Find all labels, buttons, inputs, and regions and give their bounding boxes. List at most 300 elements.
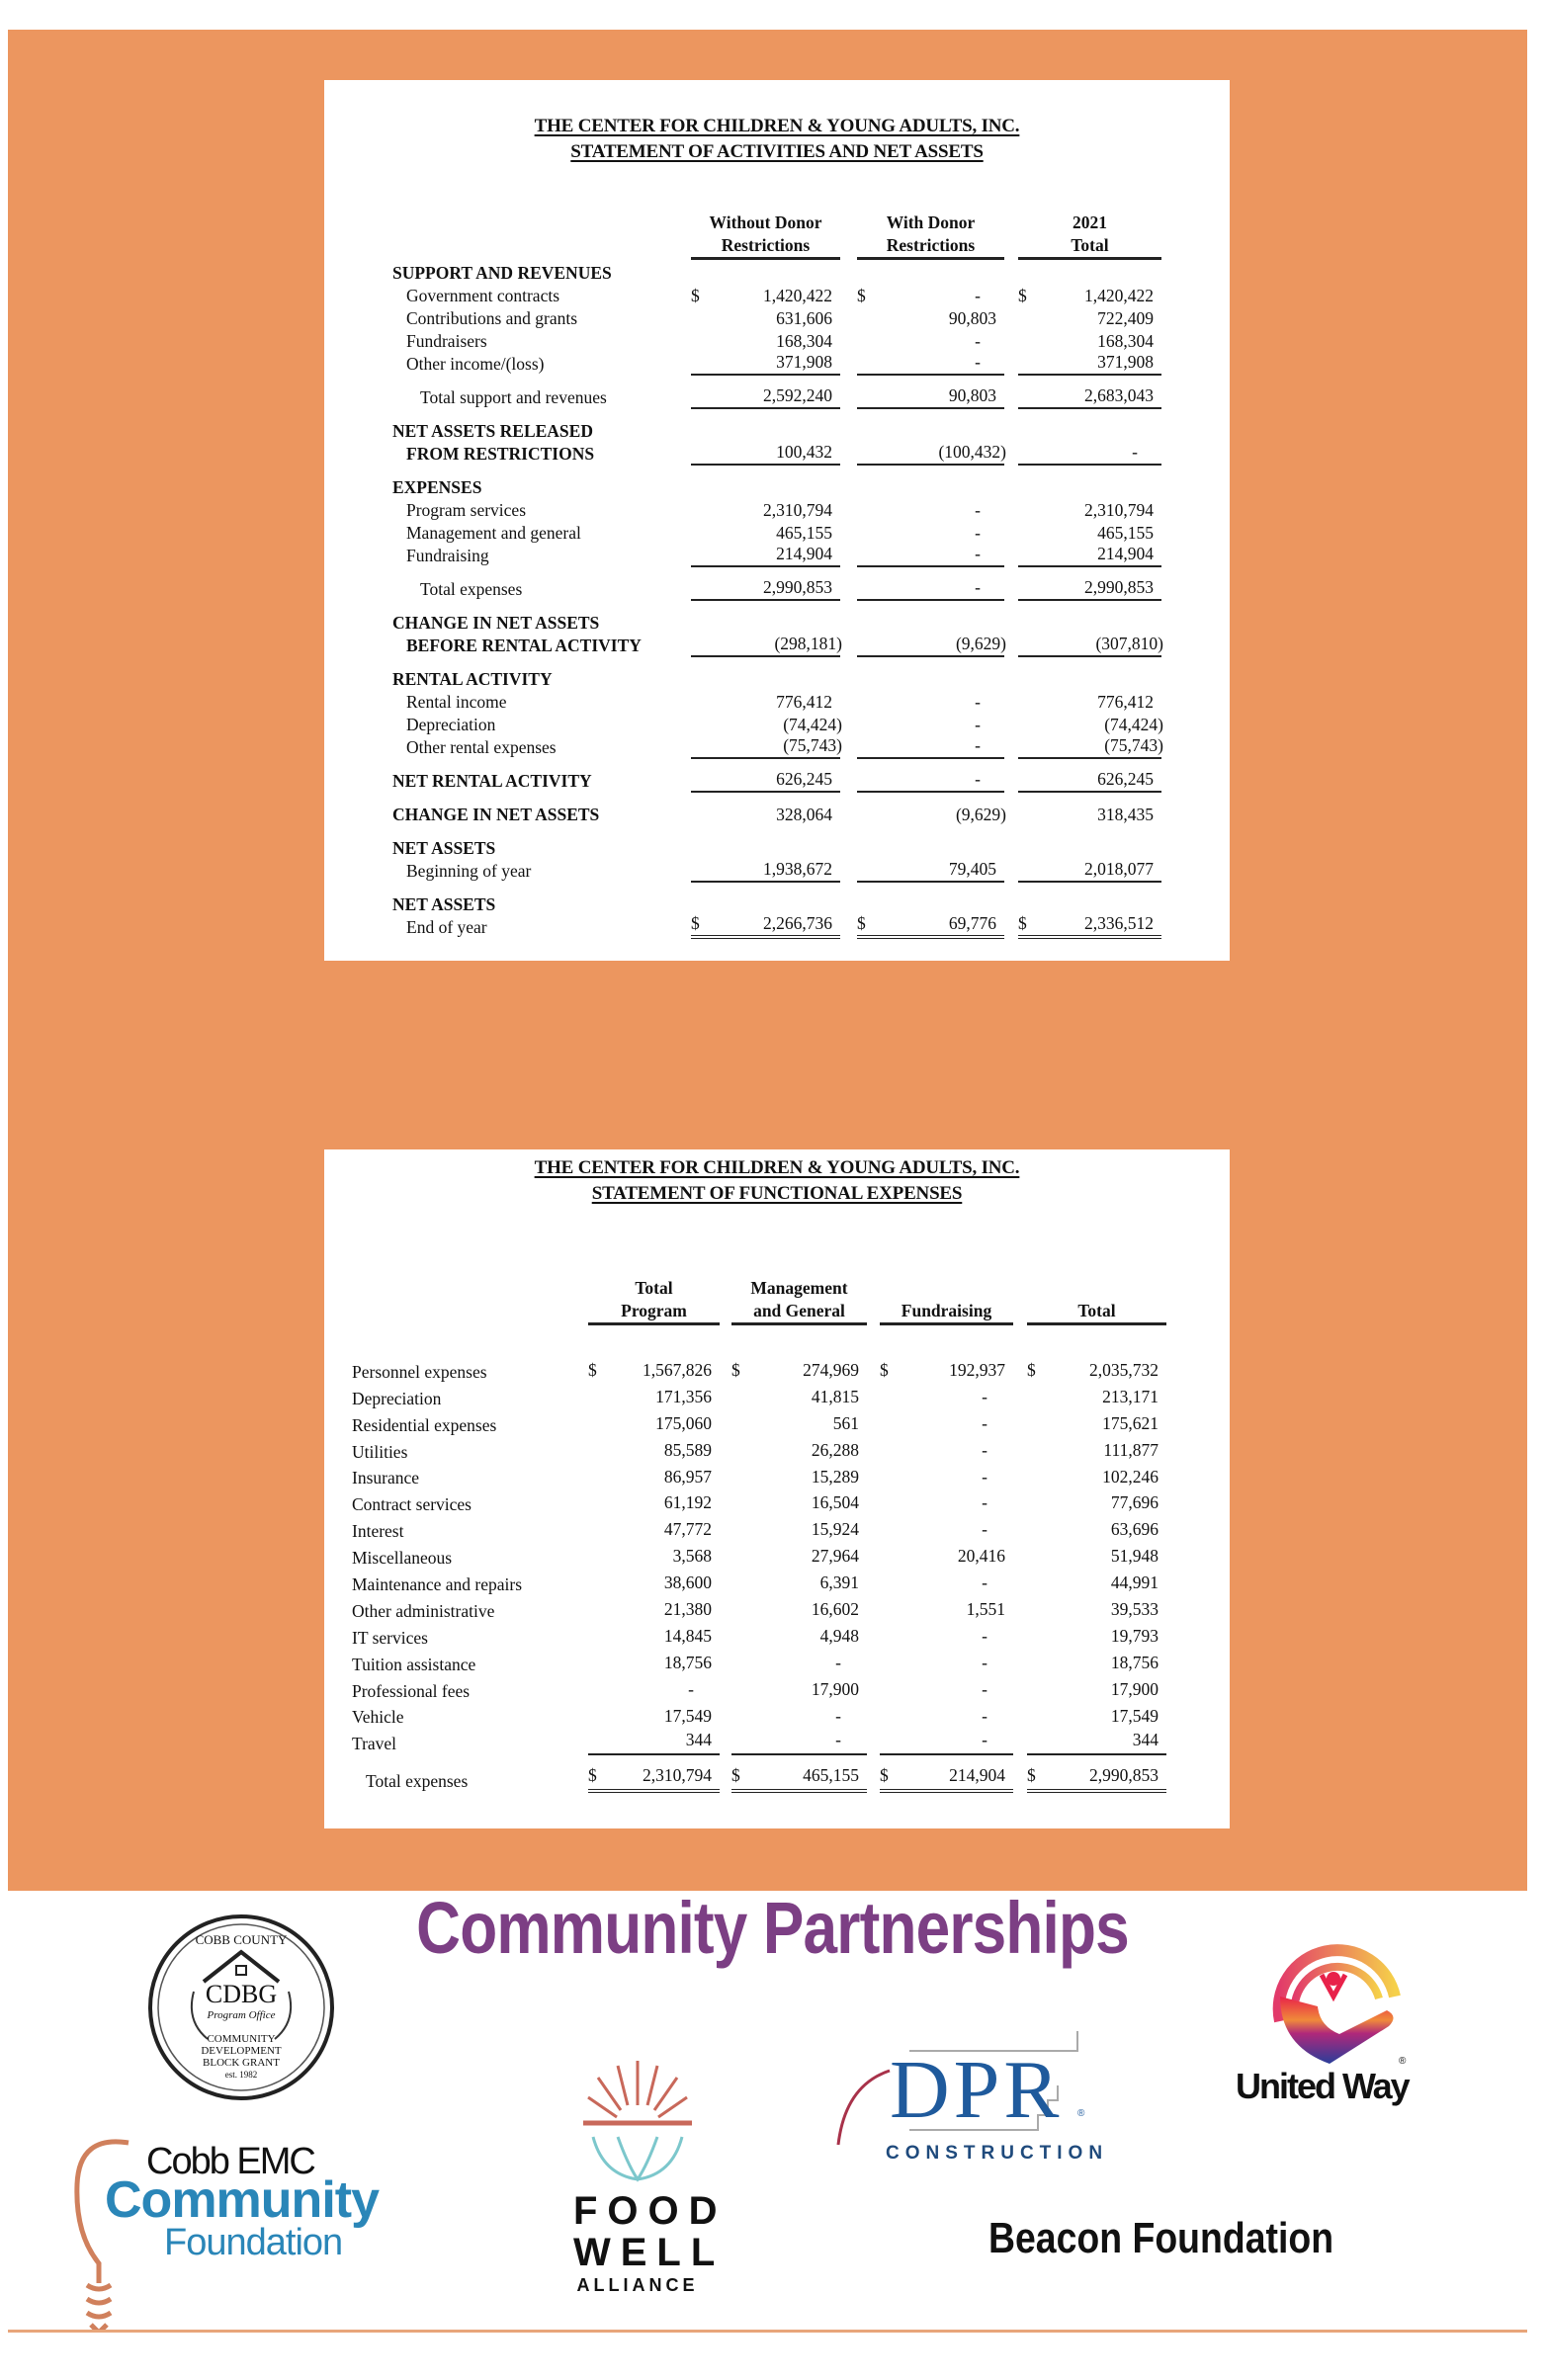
value-cell: [880, 1596, 1013, 1623]
value-cell: [1018, 635, 1161, 657]
value-cell: [588, 1543, 720, 1570]
cell-value: 20,416: [957, 1546, 1005, 1567]
value-cell: [1027, 1676, 1166, 1703]
cell-value: (75,743): [783, 735, 842, 755]
row-label: Contract services: [352, 1494, 472, 1515]
row-label: Total expenses: [420, 579, 523, 599]
table-row: [352, 1650, 1166, 1676]
value-cell: [1018, 330, 1161, 353]
cell-value: 111,877: [1103, 1439, 1159, 1460]
table-row: [392, 837, 1161, 860]
statement-of-functional-expenses: [324, 1149, 1230, 1828]
cell-value: 16,504: [811, 1492, 859, 1513]
cell-value: 722,409: [1097, 308, 1154, 328]
value-cell: [857, 285, 1004, 307]
value-cell: [1027, 1516, 1166, 1543]
value-cell: [880, 1676, 1013, 1703]
cell-value: 4,948: [819, 1625, 859, 1646]
cell-value: 2,990,853: [763, 577, 832, 597]
cell-value: 465,155: [776, 523, 832, 543]
cell-value: 44,991: [1110, 1572, 1159, 1593]
column-headers: [352, 1276, 1166, 1325]
row-label: Utilities: [352, 1441, 408, 1462]
row-label: Maintenance and repairs: [352, 1574, 523, 1595]
value-cell: [880, 1437, 1013, 1464]
cell-value: -: [982, 1705, 987, 1726]
value-cell: [880, 1650, 1013, 1676]
row-label: Fundraising: [406, 546, 489, 565]
activities-table: [392, 214, 1161, 939]
food-well-line2: WELL: [573, 2231, 726, 2274]
cell-value: 1,938,672: [763, 859, 832, 879]
value-cell: [857, 522, 1004, 545]
cell-value: 63,696: [1110, 1519, 1159, 1540]
row-label: Total expenses: [366, 1771, 469, 1792]
value-cell: [731, 1384, 867, 1410]
value-cell: [857, 635, 1004, 657]
value-cell: [691, 714, 840, 736]
table-row: [352, 1729, 1166, 1755]
row-label: CHANGE IN NET ASSETS: [392, 613, 600, 633]
value-cell: [731, 1676, 867, 1703]
cell-value: 2,310,794: [643, 1765, 712, 1786]
bottom-divider: [8, 2330, 1527, 2333]
cell-value: -: [975, 544, 981, 563]
value-cell: [1018, 307, 1161, 330]
united-way-logo: [1236, 1927, 1428, 2115]
cell-value: -: [835, 1705, 841, 1726]
statement-title-org: THE CENTER FOR CHILDREN & YOUNG ADULTS, INC.: [534, 1157, 1020, 1178]
cell-value: 51,948: [1110, 1546, 1159, 1567]
table-row: [352, 1623, 1166, 1650]
currency-symbol: $: [731, 1765, 740, 1786]
cobb-emc-line1: Cobb EMC: [146, 2141, 314, 2182]
value-cell: [691, 307, 840, 330]
cell-value: 2,336,512: [1084, 913, 1154, 933]
table-row: [392, 860, 1161, 883]
value-cell: [1018, 804, 1161, 826]
value-cell: [731, 1650, 867, 1676]
value-cell: [588, 1357, 720, 1384]
cell-value: 465,155: [803, 1765, 859, 1786]
value-cell: [1027, 1384, 1166, 1410]
value-cell: [731, 1357, 867, 1384]
value-cell: [588, 1729, 720, 1755]
cell-value: 21,380: [663, 1599, 712, 1619]
cell-value: -: [975, 692, 981, 712]
currency-symbol: $: [1018, 286, 1027, 305]
dpr-registered: ®: [1077, 2108, 1085, 2119]
cell-value: -: [975, 715, 981, 734]
cell-value: 561: [832, 1412, 859, 1433]
value-cell: [1027, 1729, 1166, 1755]
cobb-emc-line3: Foundation: [164, 2222, 343, 2263]
cell-value: -: [982, 1386, 987, 1406]
cell-value: 26,288: [811, 1439, 859, 1460]
value-cell: [880, 1464, 1013, 1490]
value-cell: [857, 386, 1004, 409]
column-header: Fundraising: [880, 1300, 1013, 1325]
value-cell: [1027, 1437, 1166, 1464]
cell-value: 77,696: [1110, 1492, 1159, 1513]
value-cell: [691, 386, 840, 409]
currency-symbol: $: [880, 1765, 889, 1786]
value-cell: [691, 736, 840, 759]
value-cell: [1027, 1703, 1166, 1730]
row-label: End of year: [406, 917, 487, 937]
cdbg-line2: DEVELOPMENT: [201, 2045, 282, 2057]
value-cell: [880, 1516, 1013, 1543]
column-header: Without Donor Restrictions: [691, 212, 840, 260]
cell-value: 626,245: [1097, 769, 1154, 789]
cell-value: -: [982, 1572, 987, 1593]
cell-value: -: [982, 1652, 987, 1672]
value-cell: [691, 578, 840, 601]
row-label: Insurance: [352, 1468, 420, 1488]
row-label: Miscellaneous: [352, 1548, 453, 1569]
currency-symbol: $: [588, 1359, 597, 1380]
food-well-line1: FOOD: [573, 2189, 728, 2233]
cell-value: 2,018,077: [1084, 859, 1154, 879]
table-row: [392, 714, 1161, 736]
value-cell: [691, 285, 840, 307]
table-row: [352, 1596, 1166, 1623]
value-cell: [1018, 386, 1161, 409]
value-cell: [857, 330, 1004, 353]
cell-value: 15,924: [811, 1519, 859, 1540]
statement-title: STATEMENT OF FUNCTIONAL EXPENSES: [591, 1183, 963, 1204]
row-label: BEFORE RENTAL ACTIVITY: [406, 636, 642, 655]
cell-value: 2,990,853: [1089, 1765, 1159, 1786]
cell-value: 175,060: [655, 1412, 712, 1433]
cell-value: 344: [1132, 1730, 1159, 1750]
sun-leaf-icon: [573, 2056, 702, 2184]
cell-value: 1,551: [966, 1599, 1005, 1619]
value-cell: [691, 691, 840, 714]
value-cell: [1018, 913, 1161, 939]
table-row: [392, 476, 1161, 499]
value-cell: [1018, 860, 1161, 883]
value-cell: [731, 1437, 867, 1464]
cdbg-sub: Program Office: [207, 2009, 276, 2021]
value-cell: [1027, 1357, 1166, 1384]
cell-value: (298,181): [774, 634, 842, 653]
cell-value: 17,900: [811, 1678, 859, 1699]
table-row: [352, 1703, 1166, 1730]
table-row: [392, 285, 1161, 307]
statement-title: STATEMENT OF ACTIVITIES AND NET ASSETS: [570, 141, 984, 162]
row-label: FROM RESTRICTIONS: [406, 444, 595, 464]
currency-symbol: $: [1027, 1765, 1036, 1786]
currency-symbol: $: [691, 913, 700, 933]
cell-value: 175,621: [1102, 1412, 1159, 1433]
cell-value: 328,064: [776, 805, 832, 824]
value-cell: [731, 1410, 867, 1437]
value-cell: [857, 860, 1004, 883]
table-row: [392, 770, 1161, 793]
cell-value: 16,602: [811, 1599, 859, 1619]
value-cell: [588, 1570, 720, 1596]
value-cell: [1018, 691, 1161, 714]
cell-value: 14,845: [663, 1625, 712, 1646]
cell-value: 41,815: [811, 1386, 859, 1406]
cell-value: 69,776: [948, 913, 996, 933]
table-row: [392, 420, 1161, 443]
value-cell: [880, 1384, 1013, 1410]
row-label: Vehicle: [352, 1707, 404, 1728]
cell-value: -: [1132, 442, 1138, 462]
value-cell: [1027, 1489, 1166, 1516]
table-row: [392, 913, 1161, 939]
row-label: Professional fees: [352, 1680, 471, 1701]
value-cell: [731, 1489, 867, 1516]
cell-value: 100,432: [776, 442, 832, 462]
row-label: Depreciation: [406, 715, 496, 734]
cell-value: 2,592,240: [763, 385, 832, 405]
food-well-line3: ALLIANCE: [576, 2275, 699, 2295]
row-label: NET ASSETS: [392, 894, 496, 914]
cell-value: 214,904: [776, 544, 832, 563]
value-cell: [880, 1489, 1013, 1516]
value-cell: [1018, 714, 1161, 736]
table-row: [392, 668, 1161, 691]
column-headers: [392, 214, 1161, 260]
cell-value: 168,304: [776, 331, 832, 351]
row-label: Interest: [352, 1521, 404, 1542]
cell-value: 38,600: [663, 1572, 712, 1593]
cell-value: 27,964: [811, 1546, 859, 1567]
value-cell: [1018, 353, 1161, 376]
value-cell: [691, 545, 840, 567]
table-row: [392, 736, 1161, 759]
cell-value: 192,937: [949, 1359, 1005, 1380]
value-cell: [588, 1437, 720, 1464]
cell-value: (74,424): [783, 715, 842, 734]
currency-symbol: $: [1027, 1359, 1036, 1380]
partners-title: Community Partnerships: [416, 1887, 1129, 1969]
cell-value: 47,772: [663, 1519, 712, 1540]
dpr-name: DPR: [890, 2044, 1064, 2136]
row-label: RENTAL ACTIVITY: [392, 669, 553, 689]
cell-value: 318,435: [1097, 805, 1154, 824]
value-cell: [731, 1596, 867, 1623]
value-cell: [1027, 1623, 1166, 1650]
cell-value: 61,192: [663, 1492, 712, 1513]
table-row: [392, 307, 1161, 330]
value-cell: [857, 804, 1004, 826]
value-cell: [1018, 499, 1161, 522]
cell-value: 17,549: [1110, 1705, 1159, 1726]
value-cell: [588, 1384, 720, 1410]
value-cell: [1018, 545, 1161, 567]
row-label: NET ASSETS RELEASED: [392, 421, 593, 441]
table-row: [352, 1437, 1166, 1464]
cell-value: 15,289: [811, 1466, 859, 1487]
table-row: [392, 804, 1161, 826]
value-cell: [588, 1596, 720, 1623]
value-cell: [857, 913, 1004, 939]
united-way-name: United Way: [1236, 2066, 1409, 2106]
cell-value: -: [975, 735, 981, 755]
row-label: Tuition assistance: [352, 1654, 476, 1674]
statement-title-org: THE CENTER FOR CHILDREN & YOUNG ADULTS, INC.: [534, 116, 1020, 136]
value-cell: [691, 499, 840, 522]
cell-value: 371,908: [1097, 352, 1154, 372]
cell-value: -: [982, 1439, 987, 1460]
row-label: Residential expenses: [352, 1414, 497, 1435]
value-cell: [1027, 1410, 1166, 1437]
cell-value: -: [982, 1466, 987, 1487]
cell-value: 2,310,794: [1084, 500, 1154, 520]
value-cell: [691, 770, 840, 793]
row-label: NET RENTAL ACTIVITY: [392, 771, 592, 791]
dpr-logo: [830, 2031, 1127, 2179]
value-cell: [1018, 285, 1161, 307]
cell-value: 776,412: [1097, 692, 1154, 712]
cell-value: -: [975, 523, 981, 543]
cell-value: 2,683,043: [1084, 385, 1154, 405]
table-row: [352, 1676, 1166, 1703]
value-cell: [731, 1766, 867, 1793]
cell-value: 85,589: [663, 1439, 712, 1460]
table-row: [392, 262, 1161, 285]
value-cell: [857, 307, 1004, 330]
cell-value: 168,304: [1097, 331, 1154, 351]
value-cell: [588, 1703, 720, 1730]
value-cell: [691, 860, 840, 883]
cell-value: 1,567,826: [643, 1359, 712, 1380]
value-cell: [1018, 443, 1161, 466]
value-cell: [588, 1489, 720, 1516]
value-cell: [691, 443, 840, 466]
cell-value: 18,756: [663, 1652, 712, 1672]
value-cell: [731, 1729, 867, 1755]
table-row: [392, 386, 1161, 409]
row-label: Other rental expenses: [406, 737, 557, 757]
row-label: Travel: [352, 1734, 397, 1754]
cell-value: 39,533: [1110, 1599, 1159, 1619]
united-way-hand-icon: [1250, 1927, 1428, 2066]
row-label: Fundraisers: [406, 331, 487, 351]
currency-symbol: $: [691, 286, 700, 305]
currency-symbol: $: [857, 913, 866, 933]
value-cell: [588, 1676, 720, 1703]
value-cell: [588, 1766, 720, 1793]
cell-value: -: [835, 1730, 841, 1750]
table-row: [352, 1516, 1166, 1543]
cell-value: -: [835, 1652, 841, 1672]
table-row: [392, 612, 1161, 635]
cell-value: -: [982, 1412, 987, 1433]
dpr-sub: CONSTRUCTION: [886, 2143, 1109, 2164]
cell-value: 79,405: [948, 859, 996, 879]
cell-value: 371,908: [776, 352, 832, 372]
statement-of-activities: [324, 80, 1230, 961]
value-cell: [1018, 736, 1161, 759]
value-cell: [857, 691, 1004, 714]
value-cell: [731, 1703, 867, 1730]
value-cell: [1027, 1766, 1166, 1793]
cell-value: 1,420,422: [763, 286, 832, 305]
value-cell: [1018, 522, 1161, 545]
row-label: Beginning of year: [406, 861, 532, 881]
value-cell: [1027, 1464, 1166, 1490]
cell-value: (9,629): [955, 634, 1006, 653]
table-row: [352, 1570, 1166, 1596]
table-row: [392, 691, 1161, 714]
cell-value: 344: [685, 1730, 712, 1750]
food-well-alliance-logo: [573, 2056, 728, 2313]
cell-value: -: [975, 286, 981, 305]
united-way-registered: ®: [1399, 2056, 1407, 2067]
row-label: EXPENSES: [392, 477, 482, 497]
value-cell: [857, 545, 1004, 567]
cell-value: -: [975, 352, 981, 372]
cell-value: (75,743): [1104, 735, 1163, 755]
value-cell: [880, 1729, 1013, 1755]
currency-symbol: $: [1018, 913, 1027, 933]
value-cell: [857, 578, 1004, 601]
cell-value: -: [982, 1730, 987, 1750]
value-cell: [731, 1543, 867, 1570]
cell-value: (9,629): [955, 805, 1006, 824]
cell-value: -: [982, 1519, 987, 1540]
cdbg-ring-text: COBB COUNTY: [195, 1932, 288, 1947]
cell-value: (100,432): [938, 442, 1006, 462]
row-label: Personnel expenses: [352, 1361, 487, 1382]
cell-value: 776,412: [776, 692, 832, 712]
column-header: Management and General: [731, 1277, 867, 1325]
value-cell: [691, 635, 840, 657]
cell-value: -: [975, 500, 981, 520]
column-header: Total: [1027, 1300, 1166, 1325]
value-cell: [691, 353, 840, 376]
table-row: [352, 1384, 1166, 1410]
column-header: With Donor Restrictions: [857, 212, 1004, 260]
value-cell: [857, 770, 1004, 793]
table-row: [352, 1357, 1166, 1384]
value-cell: [857, 736, 1004, 759]
cell-value: 2,310,794: [763, 500, 832, 520]
cell-value: 214,904: [1097, 544, 1154, 563]
currency-symbol: $: [588, 1765, 597, 1786]
value-cell: [1027, 1543, 1166, 1570]
cell-value: 465,155: [1097, 523, 1154, 543]
beacon-foundation-logo: Beacon Foundation: [988, 2214, 1334, 2262]
cell-value: 274,969: [803, 1359, 859, 1380]
table-row: [392, 545, 1161, 567]
cell-value: (307,810): [1095, 634, 1163, 653]
value-cell: [857, 499, 1004, 522]
value-cell: [588, 1623, 720, 1650]
row-label: CHANGE IN NET ASSETS: [392, 805, 600, 824]
cell-value: 2,035,732: [1089, 1359, 1159, 1380]
value-cell: [1027, 1650, 1166, 1676]
cell-value: 17,900: [1110, 1678, 1159, 1699]
cell-value: 18,756: [1110, 1652, 1159, 1672]
cell-value: 2,990,853: [1084, 577, 1154, 597]
cell-value: (74,424): [1104, 715, 1163, 734]
row-label: Rental income: [406, 692, 507, 712]
cell-value: 86,957: [663, 1466, 712, 1487]
cell-value: 90,803: [948, 385, 996, 405]
value-cell: [1018, 578, 1161, 601]
cell-value: -: [688, 1678, 694, 1699]
value-cell: [731, 1570, 867, 1596]
cell-value: 19,793: [1110, 1625, 1159, 1646]
row-label: IT services: [352, 1627, 428, 1648]
value-cell: [880, 1543, 1013, 1570]
